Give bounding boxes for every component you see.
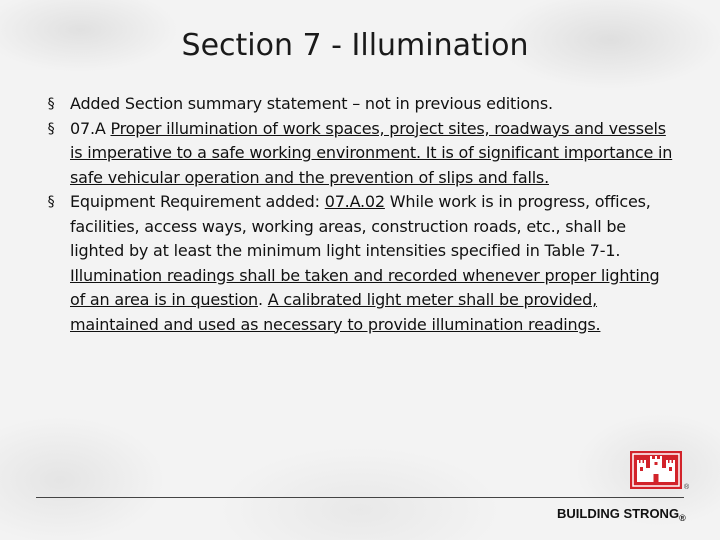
logo-registered-mark: ® — [684, 484, 690, 491]
square-bullet-icon: § — [47, 96, 55, 112]
bullet-text: . — [257, 290, 268, 309]
building-strong-tagline — [557, 506, 686, 523]
bullet-text-underlined: Proper illumination of work spaces, project sites, roadways and vessels is imperative to a safe working environment. It is of significant importance in safe vehicular operation and the prevention of slips and falls. — [70, 118, 673, 187]
usace-castle-icon — [630, 451, 682, 489]
bullet-item-2 — [44, 117, 674, 191]
bullet-text: Added Section summary statement – not in previous editions. — [70, 94, 553, 113]
bullet-text: While work is in progress, offices, facilities, access ways, working areas, construction roads, etc., shall be lighted by at least the minimum light intensities specified in Table 7-1. — [70, 192, 651, 260]
bullet-list — [44, 92, 674, 337]
registered-mark: ® — [679, 513, 686, 523]
section-ref: 07.A — [70, 118, 111, 138]
bullet-text-underlined: Illumination readings shall be taken and recorded whenever proper lighting of an area is in question — [70, 265, 660, 309]
tagline-text: BUILDING STRONG — [557, 506, 680, 521]
slide-title: Section 7 - Illumination — [181, 28, 529, 63]
square-bullet-icon: § — [47, 120, 55, 137]
bullet-item-3 — [44, 190, 674, 337]
bullet-text-underlined: A calibrated light meter shall be provided, maintained and used as necessary to provide illumination readings. — [70, 290, 601, 334]
bullet-item-1 — [44, 92, 674, 117]
section-ref: 07.A.02 — [324, 192, 385, 211]
square-bullet-icon: § — [47, 194, 55, 210]
bullet-text: Equipment Requirement added: — [70, 192, 325, 211]
footer-divider — [36, 497, 684, 498]
